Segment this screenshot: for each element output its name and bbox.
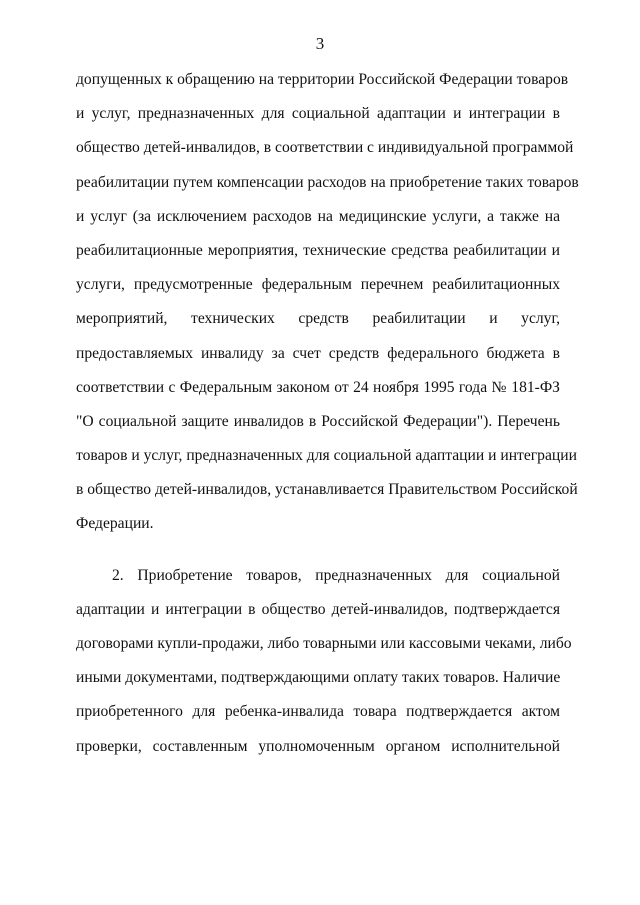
text-line: мероприятий, технических средств реабилитации и услуг, xyxy=(76,310,560,328)
paragraph-spacer xyxy=(76,542,560,559)
text-line: и услуг (за исключением расходов на медицинские услуги, а также на xyxy=(76,207,560,225)
text-line: реабилитационные мероприятия, технические средства реабилитации и xyxy=(76,241,560,259)
page-number: 3 xyxy=(315,34,325,53)
text-line: "О социальной защите инвалидов в Российской Федерации"). Перечень xyxy=(76,412,560,430)
text-line: допущенных к обращению на территории Российской Федерации товаров xyxy=(76,71,569,88)
text-line: Федерации. xyxy=(76,515,154,533)
text-line: приобретенного для ребенка-инвалида товара подтверждается актом xyxy=(76,703,560,721)
text-line: и услуг, предназначенных для социальной адаптации и интеграции в xyxy=(76,105,560,123)
text-line: проверки, составленным уполномоченным органом исполнительной xyxy=(76,737,560,755)
text-line: в общество детей-инвалидов, устанавливается Правительством Российской xyxy=(76,481,578,499)
document-body xyxy=(76,63,579,764)
text-line: адаптации и интеграции в общество детей-инвалидов, подтверждается xyxy=(76,600,560,618)
text-line: иными документами, подтверждающими оплату таких товаров. Наличие xyxy=(76,669,561,687)
text-line: 2. Приобретение товаров, предназначенных для социальной xyxy=(112,566,560,584)
paragraph-2 xyxy=(76,559,572,764)
text-line: предоставляемых инвалиду за счет средств федерального бюджета в xyxy=(76,344,560,362)
text-line: договорами купли-продажи, либо товарными или кассовыми чеками, либо xyxy=(76,635,572,652)
text-line: товаров и услуг, предназначенных для социальной адаптации и интеграции xyxy=(76,447,577,465)
text-line: общество детей-инвалидов, в соответствии с индивидуальной программой xyxy=(76,139,574,157)
text-line: реабилитации путем компенсации расходов на приобретение таких товаров xyxy=(76,173,579,191)
text-line: соответствии с Федеральным законом от 24 ноября 1995 года № 181-ФЗ xyxy=(76,378,560,396)
text-line: услуги, предусмотренные федеральным перечнем реабилитационных xyxy=(76,276,560,294)
paragraph-1 xyxy=(76,63,579,542)
